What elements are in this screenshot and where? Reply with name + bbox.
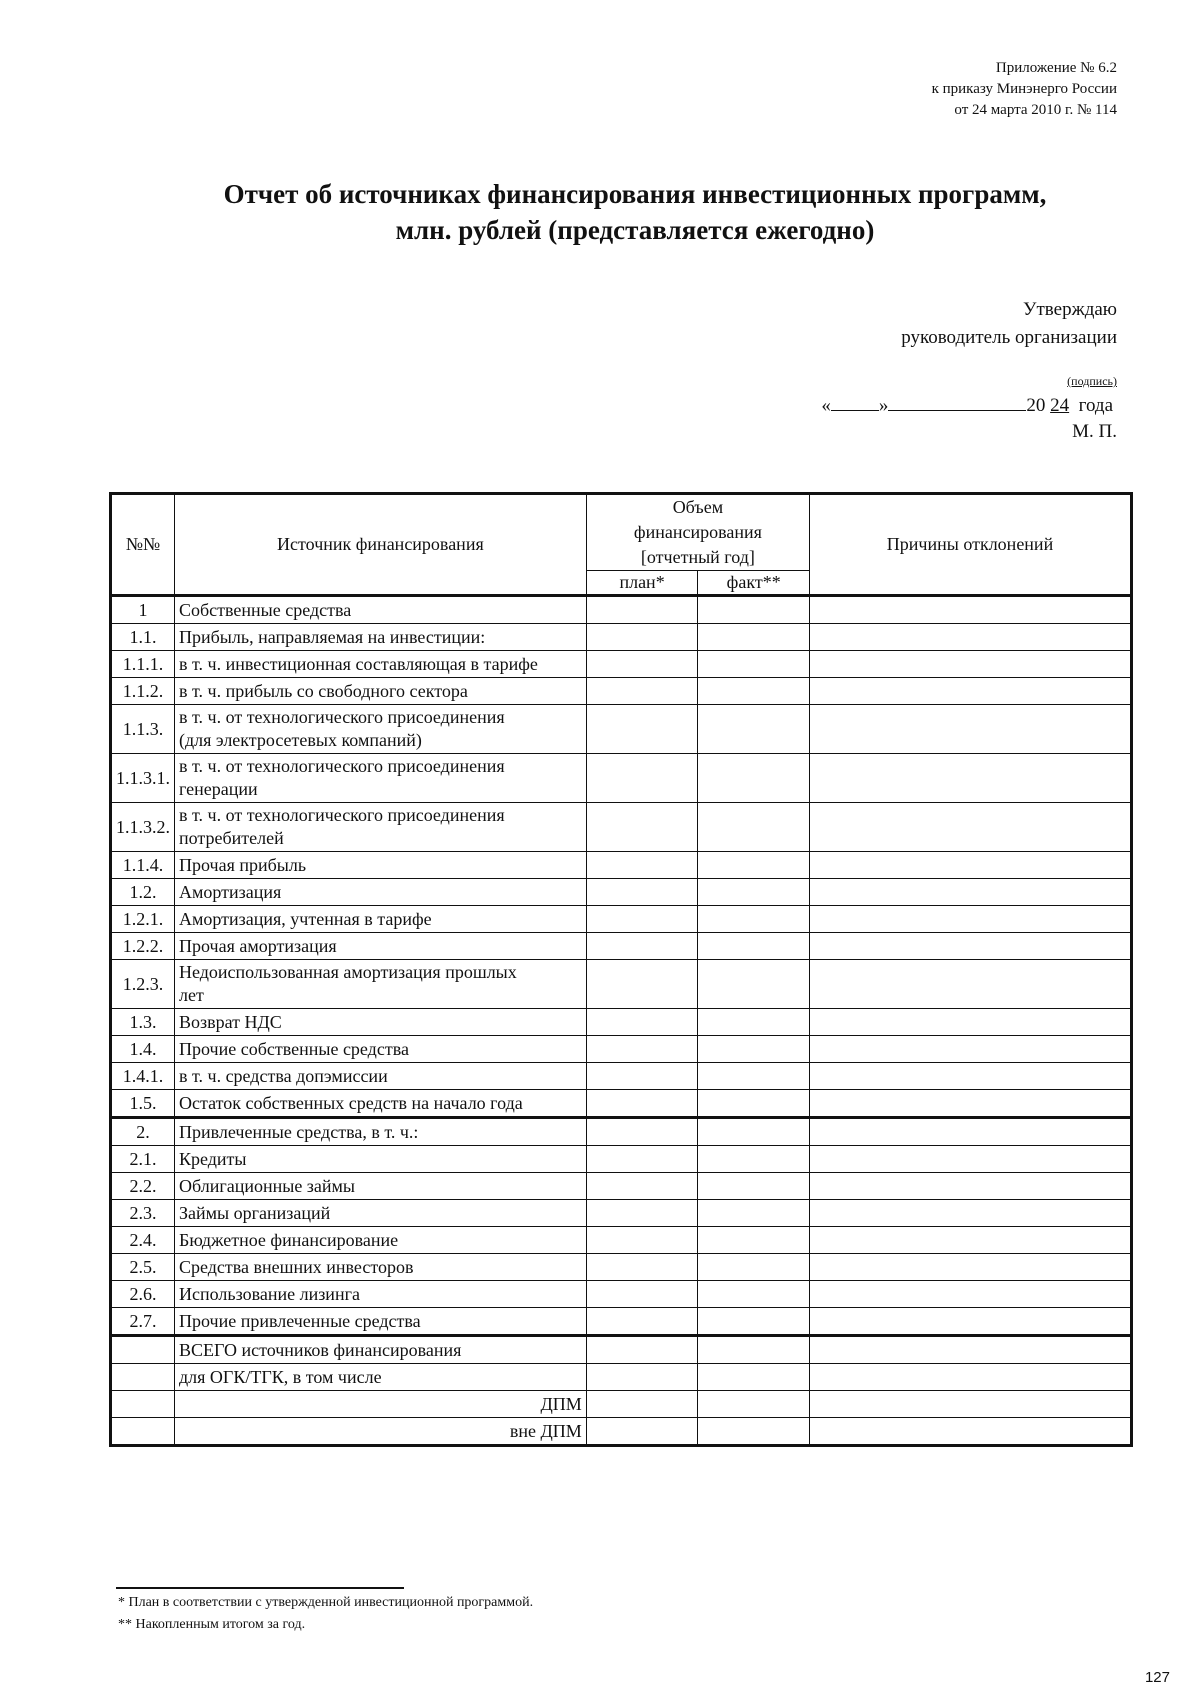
row-source	[175, 1146, 587, 1173]
header-volume-line: Объем	[672, 497, 724, 517]
header-reasons: Причины отклонений	[810, 494, 1132, 596]
row-number: 1.1.4.	[111, 852, 175, 879]
plan-cell[interactable]	[586, 624, 698, 651]
source-line: в т. ч. прибыль со свободного сектора	[179, 681, 468, 701]
stamp-place: М. П.	[1072, 421, 1117, 442]
row-number	[111, 1391, 175, 1418]
table-row	[111, 1336, 1132, 1364]
source-line: Прочие собственные средства	[179, 1039, 409, 1059]
fact-cell[interactable]	[698, 1146, 810, 1173]
row-number: 1.3.	[111, 1009, 175, 1036]
row-source	[175, 879, 587, 906]
header-source: Источник финансирования	[175, 494, 587, 596]
reasons-cell[interactable]	[810, 1173, 1132, 1200]
source-line: в т. ч. от технологического присоединения	[179, 707, 505, 727]
source-line: Облигационные займы	[179, 1176, 356, 1196]
plan-cell[interactable]	[586, 596, 698, 624]
row-number	[111, 1418, 175, 1446]
fact-cell[interactable]	[698, 1200, 810, 1227]
reasons-cell[interactable]	[810, 1418, 1132, 1446]
row-source	[175, 1036, 587, 1063]
row-source	[175, 1063, 587, 1090]
fact-cell[interactable]	[698, 1336, 810, 1364]
source-line: Прочая амортизация	[179, 936, 337, 956]
title-line: Отчет об источниках финансирования инвестиционных программ,	[223, 179, 1047, 209]
row-source	[175, 678, 587, 705]
table-row	[111, 1063, 1132, 1090]
reasons-cell[interactable]	[810, 754, 1132, 803]
reasons-cell[interactable]	[810, 1227, 1132, 1254]
row-source	[175, 1364, 587, 1391]
financing-sources-table	[109, 492, 1133, 1447]
month-blank[interactable]	[888, 392, 1026, 411]
plan-cell[interactable]	[586, 678, 698, 705]
row-source	[175, 754, 587, 803]
header-volume	[586, 494, 809, 571]
plan-cell[interactable]	[586, 754, 698, 803]
table-row	[111, 1009, 1132, 1036]
reasons-cell[interactable]	[810, 624, 1132, 651]
approval-line: руководитель организации	[901, 327, 1117, 348]
reasons-cell[interactable]	[810, 803, 1132, 852]
row-number: 2.6.	[111, 1281, 175, 1308]
fact-cell[interactable]	[698, 1118, 810, 1146]
reasons-cell[interactable]	[810, 960, 1132, 1009]
fact-cell[interactable]	[698, 803, 810, 852]
day-blank[interactable]	[831, 392, 879, 411]
row-number: 1.1.3.	[111, 705, 175, 754]
reasons-cell[interactable]	[810, 1036, 1132, 1063]
fact-cell[interactable]	[698, 596, 810, 624]
plan-cell[interactable]	[586, 1036, 698, 1063]
plan-cell[interactable]	[586, 1118, 698, 1146]
fact-cell[interactable]	[698, 1391, 810, 1418]
reasons-cell[interactable]	[810, 1308, 1132, 1336]
appendix-line: к приказу Минэнерго России	[931, 81, 1117, 97]
row-source	[175, 1281, 587, 1308]
fact-cell[interactable]	[698, 879, 810, 906]
reasons-cell[interactable]	[810, 906, 1132, 933]
fact-cell[interactable]	[698, 1036, 810, 1063]
reasons-cell[interactable]	[810, 852, 1132, 879]
row-number: 1.4.	[111, 1036, 175, 1063]
source-line: Недоиспользованная амортизация прошлых	[179, 962, 517, 982]
table-row	[111, 1090, 1132, 1118]
year-prefix: 20	[1026, 395, 1046, 416]
quote-open: «	[821, 395, 831, 416]
plan-cell[interactable]	[586, 1173, 698, 1200]
table-row	[111, 1200, 1132, 1227]
table-row	[111, 754, 1132, 803]
row-source	[175, 1200, 587, 1227]
row-number: 1.2.	[111, 879, 175, 906]
fact-cell[interactable]	[698, 624, 810, 651]
source-line: (для электросетевых компаний)	[179, 730, 422, 750]
row-source	[175, 705, 587, 754]
fact-cell[interactable]	[698, 1227, 810, 1254]
fact-cell[interactable]	[698, 852, 810, 879]
source-line: Прибыль, направляемая на инвестиции:	[179, 627, 486, 647]
reasons-cell[interactable]	[810, 1281, 1132, 1308]
appendix-line: от 24 марта 2010 г. № 114	[954, 102, 1117, 118]
fact-cell[interactable]	[698, 651, 810, 678]
row-number: 1	[111, 596, 175, 624]
source-line: потребителей	[179, 828, 284, 848]
row-number: 2.4.	[111, 1227, 175, 1254]
row-number	[111, 1364, 175, 1391]
row-number: 1.2.3.	[111, 960, 175, 1009]
table-row	[111, 1227, 1132, 1254]
source-line: Возврат НДС	[179, 1012, 282, 1032]
plan-cell[interactable]	[586, 933, 698, 960]
source-line: Собственные средства	[179, 600, 352, 620]
reasons-cell[interactable]	[810, 1063, 1132, 1090]
appendix-line: Приложение № 6.2	[995, 60, 1117, 76]
plan-cell[interactable]	[586, 879, 698, 906]
row-source	[175, 803, 587, 852]
fact-cell[interactable]	[698, 1254, 810, 1281]
plan-cell[interactable]	[586, 960, 698, 1009]
table-row	[111, 1036, 1132, 1063]
reasons-cell[interactable]	[810, 1336, 1132, 1364]
page-number: 127	[1144, 1669, 1170, 1686]
plan-cell[interactable]	[586, 1418, 698, 1446]
footnotes	[118, 1592, 533, 1636]
source-line: в т. ч. средства допэмиссии	[179, 1066, 388, 1086]
approval-line: Утверждаю	[1023, 299, 1117, 320]
approval-date	[821, 392, 1113, 419]
fact-cell[interactable]	[698, 906, 810, 933]
row-number	[111, 1336, 175, 1364]
table-row	[111, 1281, 1132, 1308]
row-number: 2.7.	[111, 1308, 175, 1336]
fact-cell[interactable]	[698, 754, 810, 803]
table-row	[111, 933, 1132, 960]
source-line: в т. ч. от технологического присоединения	[179, 756, 505, 776]
source-line: Кредиты	[179, 1149, 247, 1169]
table-row	[111, 852, 1132, 879]
row-source	[175, 624, 587, 651]
table-row	[111, 705, 1132, 754]
row-source	[175, 960, 587, 1009]
table-row	[111, 803, 1132, 852]
source-line: в т. ч. инвестиционная составляющая в тарифе	[179, 654, 538, 674]
row-number: 1.5.	[111, 1090, 175, 1118]
source-line: ВСЕГО источников финансирования	[179, 1340, 462, 1360]
reasons-cell[interactable]	[810, 1391, 1132, 1418]
plan-cell[interactable]	[586, 1009, 698, 1036]
row-number: 2.1.	[111, 1146, 175, 1173]
row-number: 2.2.	[111, 1173, 175, 1200]
row-number: 1.1.2.	[111, 678, 175, 705]
year-value: 24	[1050, 395, 1070, 416]
reasons-cell[interactable]	[810, 596, 1132, 624]
source-line: вне ДПМ	[509, 1421, 582, 1441]
source-line: Амортизация, учтенная в тарифе	[179, 909, 432, 929]
footnote-plan: * План в соответствии с утвержденной инвестиционной программой.	[118, 1595, 534, 1610]
table-row	[111, 879, 1132, 906]
plan-cell[interactable]	[586, 1281, 698, 1308]
header-fact: факт**	[698, 571, 810, 596]
row-number: 1.1.3.2.	[111, 803, 175, 852]
row-number: 2.5.	[111, 1254, 175, 1281]
header-volume-line: [отчетный год]	[640, 547, 755, 567]
plan-cell[interactable]	[586, 1254, 698, 1281]
row-number: 2.3.	[111, 1200, 175, 1227]
plan-cell[interactable]	[586, 852, 698, 879]
quote-close: »	[878, 395, 889, 416]
source-line: генерации	[179, 779, 258, 799]
year-suffix: года	[1078, 395, 1113, 416]
plan-cell[interactable]	[586, 1063, 698, 1090]
row-source	[175, 1418, 587, 1446]
reasons-cell[interactable]	[810, 1254, 1132, 1281]
table-row	[111, 906, 1132, 933]
source-line: в т. ч. от технологического присоединения	[179, 805, 505, 825]
fact-cell[interactable]	[698, 1009, 810, 1036]
reasons-cell[interactable]	[810, 1364, 1132, 1391]
source-line: для ОГК/ТГК, в том числе	[179, 1367, 382, 1387]
row-source	[175, 1391, 587, 1418]
plan-cell[interactable]	[586, 1200, 698, 1227]
source-line: Прочие привлеченные средства	[179, 1311, 421, 1331]
header-volume-line: финансирования	[633, 522, 762, 542]
table-row	[111, 596, 1132, 624]
title-line: млн. рублей (представляется ежегодно)	[395, 215, 875, 245]
table-row	[111, 1391, 1132, 1418]
row-number: 1.1.	[111, 624, 175, 651]
plan-cell[interactable]	[586, 705, 698, 754]
fact-cell[interactable]	[698, 1308, 810, 1336]
row-number: 1.1.3.1.	[111, 754, 175, 803]
source-line: Средства внешних инвесторов	[179, 1257, 414, 1277]
reasons-cell[interactable]	[810, 1146, 1132, 1173]
row-source	[175, 906, 587, 933]
table-row	[111, 651, 1132, 678]
table-row	[111, 624, 1132, 651]
row-number: 1.1.1.	[111, 651, 175, 678]
reasons-cell[interactable]	[810, 1009, 1132, 1036]
approval-block	[901, 296, 1117, 352]
plan-cell[interactable]	[586, 651, 698, 678]
fact-cell[interactable]	[698, 1090, 810, 1118]
fact-cell[interactable]	[698, 1281, 810, 1308]
row-source	[175, 1254, 587, 1281]
plan-cell[interactable]	[586, 803, 698, 852]
source-line: Амортизация	[179, 882, 282, 902]
plan-cell[interactable]	[586, 1391, 698, 1418]
source-line: Привлеченные средства, в т. ч.:	[179, 1122, 419, 1142]
footnote-divider	[116, 1587, 404, 1589]
fact-cell[interactable]	[698, 933, 810, 960]
plan-cell[interactable]	[586, 1364, 698, 1391]
row-source	[175, 1336, 587, 1364]
fact-cell[interactable]	[698, 1364, 810, 1391]
reasons-cell[interactable]	[810, 1200, 1132, 1227]
row-source	[175, 596, 587, 624]
fact-cell[interactable]	[698, 960, 810, 1009]
source-line: лет	[179, 985, 204, 1005]
row-source	[175, 1308, 587, 1336]
footnote-fact: ** Накопленным итогом за год.	[118, 1617, 306, 1632]
row-source	[175, 1009, 587, 1036]
row-source	[175, 852, 587, 879]
fact-cell[interactable]	[698, 1063, 810, 1090]
reasons-cell[interactable]	[810, 1118, 1132, 1146]
source-line: Использование лизинга	[179, 1284, 360, 1304]
table-row	[111, 1308, 1132, 1336]
source-line: ДПМ	[540, 1394, 582, 1414]
document-title	[0, 176, 1200, 248]
row-number: 1.4.1.	[111, 1063, 175, 1090]
header-plan: план*	[586, 571, 698, 596]
fact-cell[interactable]	[698, 678, 810, 705]
plan-cell[interactable]	[586, 1308, 698, 1336]
plan-cell[interactable]	[586, 1336, 698, 1364]
signature-caption: (подпись)	[1067, 374, 1117, 388]
reasons-cell[interactable]	[810, 651, 1132, 678]
reasons-cell[interactable]	[810, 1090, 1132, 1118]
row-source	[175, 1227, 587, 1254]
row-source	[175, 651, 587, 678]
table-row	[111, 1173, 1132, 1200]
table-row	[111, 960, 1132, 1009]
row-source	[175, 1090, 587, 1118]
table-row	[111, 1364, 1132, 1391]
table-row	[111, 678, 1132, 705]
fact-cell[interactable]	[698, 1418, 810, 1446]
fact-cell[interactable]	[698, 705, 810, 754]
table-row	[111, 1146, 1132, 1173]
header-number: №№	[111, 494, 175, 596]
source-line: Остаток собственных средств на начало года	[179, 1093, 523, 1113]
row-number: 1.2.2.	[111, 933, 175, 960]
reasons-cell[interactable]	[810, 705, 1132, 754]
source-line: Бюджетное финансирование	[179, 1230, 399, 1250]
row-number: 1.2.1.	[111, 906, 175, 933]
table-row	[111, 1118, 1132, 1146]
reasons-cell[interactable]	[810, 678, 1132, 705]
plan-cell[interactable]	[586, 906, 698, 933]
appendix-note	[932, 58, 1117, 121]
plan-cell[interactable]	[586, 1227, 698, 1254]
source-line: Прочая прибыль	[179, 855, 307, 875]
fact-cell[interactable]	[698, 1173, 810, 1200]
plan-cell[interactable]	[586, 1146, 698, 1173]
reasons-cell[interactable]	[810, 879, 1132, 906]
row-source	[175, 1173, 587, 1200]
source-line: Займы организаций	[179, 1203, 331, 1223]
plan-cell[interactable]	[586, 1090, 698, 1118]
reasons-cell[interactable]	[810, 933, 1132, 960]
row-source	[175, 1118, 587, 1146]
table-row	[111, 1254, 1132, 1281]
row-source	[175, 933, 587, 960]
row-number: 2.	[111, 1118, 175, 1146]
table-row	[111, 1418, 1132, 1446]
